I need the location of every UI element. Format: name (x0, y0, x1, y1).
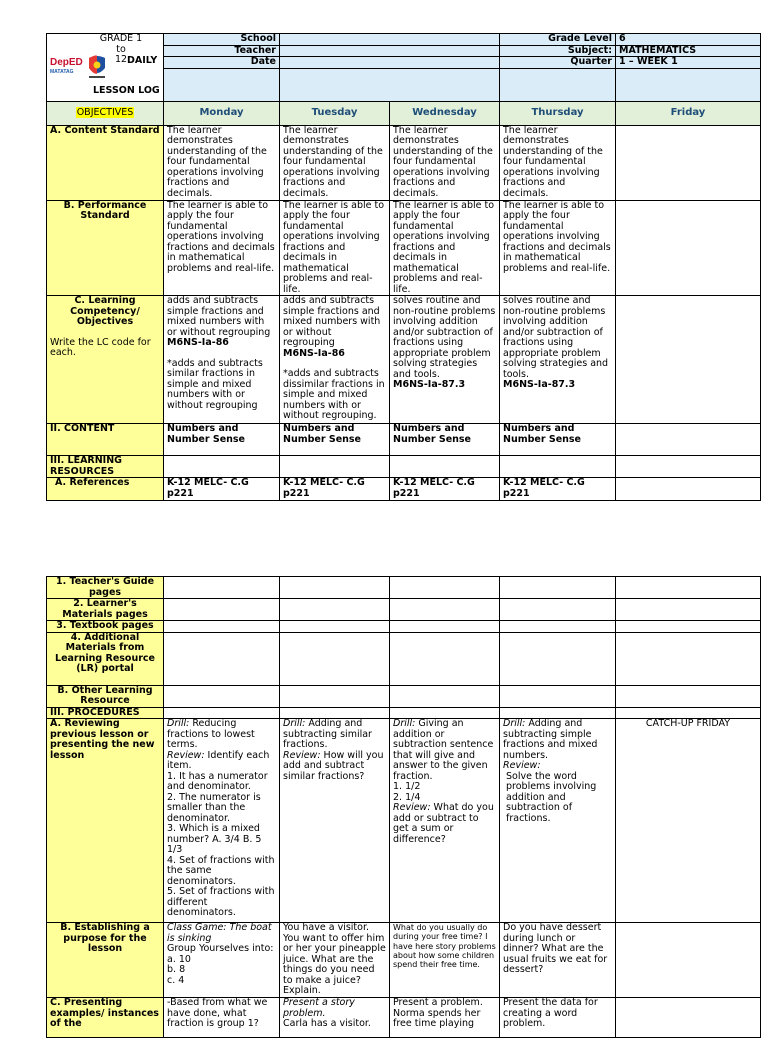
review-wed-item: 2. 1/4 (393, 791, 421, 803)
blank-header-cell (616, 68, 761, 101)
review-wed-review (393, 803, 496, 845)
performance-standard-wed: The learner is able to apply the four fundamental operations involving fractions and decimals in mathematical problems and real-life. (390, 200, 500, 296)
content-standard-tue: The learner demonstrates understanding of the four fundamental operations involving fractions and decimals. (280, 125, 390, 200)
day-wednesday: Wednesday (390, 101, 500, 125)
presenting-tue-b: Carla has a visitor. (283, 1018, 371, 1029)
presenting-thu: Present the data for creating a word problem. (500, 998, 616, 1038)
review-text: Identify each item. (167, 749, 270, 771)
purpose-mon-item: c. 4 (167, 974, 185, 986)
purpose-mon (164, 923, 280, 998)
other-tue (280, 685, 390, 707)
resources-mon (164, 456, 280, 478)
lc-label-line3: Objectives (76, 316, 134, 327)
add-tue (280, 632, 390, 685)
subject-value: MATHEMATICS (616, 45, 761, 57)
tb-tue (280, 621, 390, 633)
lm-wed (390, 599, 500, 621)
review-mon-item: 4. Set of fractions with the same denominators. (167, 854, 275, 887)
grade-level-label: Grade Level (500, 34, 616, 46)
purpose-tue: You have a visitor. You want to offer him or her your pineapple juice. What are the things do you need to make a juice? Explain. (280, 923, 390, 998)
lc-thu-text: solves routine and non-routine problems involving addition and/or subtraction of fractions using appropriate problem solving strategies and tools. (503, 295, 609, 380)
review-mon-item: 3. Which is a mixed number? A. 3/4 B. 5 1/3 (167, 823, 262, 855)
performance-standard-fri (616, 200, 761, 296)
resources-thu (500, 456, 616, 478)
review-thu-review-text: Solve the word problems involving addition and subtraction of fractions. (506, 770, 597, 824)
tb-mon (164, 621, 280, 633)
drill-text: Adding and subtracting simple fractions and mixed numbers. (503, 718, 598, 761)
review-label: Review: (283, 749, 321, 761)
other-thu (500, 685, 616, 707)
lc-label-line1: C. Learning (74, 295, 136, 306)
date-label: Date (164, 57, 280, 69)
review-text: How will you add and subtract similar fractions? (283, 749, 384, 782)
review-mon (164, 719, 280, 923)
add-thu (500, 632, 616, 685)
grade-line2: 12 (114, 54, 128, 65)
lc-tue-text: adds and subtracts simple fractions and mixed numbers with or without regrouping (283, 295, 381, 348)
lc-fri (616, 296, 761, 424)
content-label: II. CONTENT (47, 424, 164, 456)
review-thu (500, 719, 616, 923)
objectives-label: OBJECTIVES (76, 106, 134, 118)
review-text: What do you add or subtract to get a sum or difference? (393, 802, 494, 845)
drill-label: Drill: (503, 718, 526, 729)
header-logo-cell (47, 34, 164, 102)
presenting-tue-a: Present a story problem. (283, 997, 355, 1019)
lm-mon (164, 599, 280, 621)
review-tue-review (283, 751, 386, 783)
lc-mon-sub: *adds and subtracts similar fractions in simple and mixed numbers with or without regrouping (167, 357, 263, 411)
tg-fri (616, 577, 761, 599)
procedures-label: III. PROCEDURES (47, 707, 164, 719)
drill-label: Drill: (167, 718, 190, 729)
purpose-mon-text: Group Yourselves into: (167, 943, 274, 954)
references-tue: K-12 MELC- C.G p221 (280, 478, 390, 501)
learning-competency-label (47, 296, 164, 424)
subject-label: Subject: (500, 45, 616, 57)
review-mon-review (167, 751, 276, 772)
review-label: Review: (503, 760, 541, 771)
learners-materials-label: 2. Learner's Materials pages (47, 599, 164, 621)
performance-standard-label (47, 200, 164, 296)
lc-note: Write the LC code for each. (50, 336, 151, 358)
lesson-log-table-bottom (46, 576, 761, 1038)
content-wed: Numbers and Number Sense (390, 424, 500, 456)
lc-label (50, 296, 160, 328)
blank-header-cell (500, 68, 616, 101)
quarter-value: 1 – WEEK 1 (616, 57, 761, 69)
teacher-value[interactable] (280, 45, 500, 57)
content-standard-mon: The learner demonstrates understanding of the four fundamental operations involving fractions and decimals. (164, 125, 280, 200)
presenting-label: C. Presenting examples/ instances of the (47, 998, 164, 1038)
proc-tue (280, 707, 390, 719)
proc-wed (390, 707, 500, 719)
drill-text: Adding and subtracting similar fractions. (283, 718, 372, 750)
reviewing-label: A. Reviewing previous lesson or presenting the new lesson (47, 719, 164, 923)
additional-materials-label: 4. Additional Materials from Learning Resource (LR) portal (47, 632, 164, 685)
tb-fri (616, 621, 761, 633)
lc-label-line2: Competency/ (70, 305, 140, 317)
other-wed (390, 685, 500, 707)
textbook-pages-label: 3. Textbook pages (47, 621, 164, 633)
resources-fri (616, 456, 761, 478)
objectives-header (47, 101, 164, 125)
seal-logo (85, 54, 109, 80)
performance-standard-thu: The learner is able to apply the four fundamental operations involving fractions and decimals in mathematical problems and real-life. (500, 200, 616, 296)
teachers-guide-label: 1. Teacher's Guide pages (47, 577, 164, 599)
tg-mon (164, 577, 280, 599)
content-thu: Numbers and Number Sense (500, 424, 616, 456)
tb-wed (390, 621, 500, 633)
presenting-fri (616, 998, 761, 1038)
grade-level-value: 6 (616, 34, 761, 46)
purpose-mon-game: Class Game: The boat is sinking (167, 922, 272, 944)
drill-label: Drill: (393, 718, 416, 729)
content-tue: Numbers and Number Sense (280, 424, 390, 456)
lm-tue (280, 599, 390, 621)
presenting-tue (280, 998, 390, 1038)
day-monday: Monday (164, 101, 280, 125)
school-value[interactable] (280, 34, 500, 46)
references-wed: K-12 MELC- C.G p221 (390, 478, 500, 501)
proc-mon (164, 707, 280, 719)
purpose-label: B. Establishing a purpose for the lesson (47, 923, 164, 998)
tg-tue (280, 577, 390, 599)
lc-thu (500, 296, 616, 424)
lm-thu (500, 599, 616, 621)
svg-text:MATATAG: MATATAG (50, 69, 74, 75)
drill-text: Giving an addition or subtraction sentence that will give and answer to the given fraction. (393, 718, 494, 782)
day-thursday: Thursday (500, 101, 616, 125)
matatag-logo (50, 67, 80, 75)
references-mon: K-12 MELC- C.G p221 (164, 478, 280, 501)
references-fri (616, 478, 761, 501)
performance-label-line1: B. Performance (63, 200, 147, 211)
lc-wed (390, 296, 500, 424)
proc-thu (500, 707, 616, 719)
day-tuesday: Tuesday (280, 101, 390, 125)
lc-mon (164, 296, 280, 424)
lc-mon-code: M6NS-Ia-86 (167, 337, 229, 348)
performance-standard-tue: The learner is able to apply the four fundamental operations involving fractions and decimals in mathematical problems and real-life. (280, 200, 390, 296)
references-label: A. References (47, 478, 164, 501)
proc-fri (616, 707, 761, 719)
svg-text:DepED: DepED (50, 57, 83, 67)
review-mon-item: 1. It has a numerator and denominator. (167, 770, 268, 792)
lc-tue (280, 296, 390, 424)
review-label: Review: (167, 749, 205, 761)
teacher-label: Teacher (164, 45, 280, 57)
review-mon-item: 5. Set of fractions with different denominators. (167, 886, 275, 918)
review-wed (390, 719, 500, 923)
references-thu: K-12 MELC- C.G p221 (500, 478, 616, 501)
resources-tue (280, 456, 390, 478)
tg-wed (390, 577, 500, 599)
drill-text: Reducing fractions to lowest terms. (167, 718, 255, 750)
lc-wed-text: solves routine and non-routine problems involving addition and/or subtraction of fractions using appropriate problem solving strategies and tools. (393, 295, 496, 380)
add-fri (616, 632, 761, 685)
content-standard-label: A. Content Standard (47, 125, 164, 200)
add-wed (390, 632, 500, 685)
lc-wed-code: M6NS-Ia-87.3 (393, 379, 466, 390)
performance-label-line2: Standard (80, 210, 130, 221)
learning-resources-label: III. LEARNING RESOURCES (47, 456, 164, 478)
quarter-label: Quarter (500, 57, 616, 69)
lc-tue-code: M6NS-Ia-86 (283, 347, 345, 359)
review-wed-drill (393, 719, 496, 782)
presenting-mon: -Based from what we have done, what fraction is group 1? (164, 998, 280, 1038)
review-thu-review (503, 761, 612, 772)
resources-wed (390, 456, 500, 478)
lesson-log-label: LESSON LOG (93, 85, 160, 96)
deped-logo (50, 55, 88, 67)
purpose-mon-item: b. 8 (167, 964, 186, 975)
review-mon-item: 2. The numerator is smaller than the denominator. (167, 791, 261, 824)
daily-label: DAILY (127, 55, 158, 66)
review-thu-drill (503, 719, 612, 761)
review-label: Review: (393, 802, 431, 813)
purpose-mon-item: a. 10 (167, 953, 191, 965)
content-fri (616, 424, 761, 456)
lesson-log-table-top (46, 33, 761, 501)
drill-label: Drill: (283, 718, 306, 729)
purpose-fri (616, 923, 761, 998)
other-mon (164, 685, 280, 707)
blank-header-cell (280, 68, 500, 101)
content-mon: Numbers and Number Sense (164, 424, 280, 456)
review-tue-drill (283, 719, 386, 751)
school-label: School (164, 34, 280, 46)
performance-standard-mon: The learner is able to apply the four fundamental operations involving fractions and decimals in mathematical problems and real-life. (164, 200, 280, 296)
other-fri (616, 685, 761, 707)
purpose-thu: Do you have dessert during lunch or dinner? What are the usual fruits we eat for dessert? (500, 923, 616, 998)
lc-mon-text: adds and subtracts simple fractions and mixed numbers with or without regrouping (167, 295, 271, 338)
review-fri: CATCH-UP FRIDAY (616, 719, 761, 923)
grade-line1: GRADE 1 to (99, 33, 143, 55)
content-standard-wed: The learner demonstrates understanding of the four fundamental operations involving fractions and decimals. (390, 125, 500, 200)
add-mon (164, 632, 280, 685)
day-friday: Friday (616, 101, 761, 125)
content-standard-fri (616, 125, 761, 200)
content-standard-thu: The learner demonstrates understanding of the four fundamental operations involving fractions and decimals. (500, 125, 616, 200)
lc-thu-code: M6NS-Ia-87.3 (503, 379, 576, 390)
review-wed-item: 1. 1/2 (393, 781, 421, 792)
tg-thu (500, 577, 616, 599)
tb-thu (500, 621, 616, 633)
purpose-wed: What do you usually do during your free time? I have here story problems about how some children spend their free time. (390, 923, 500, 998)
blank-header-cell (164, 68, 280, 101)
presenting-wed: Present a problem. Norma spends her free time playing (390, 998, 500, 1038)
lm-fri (616, 599, 761, 621)
review-tue (280, 719, 390, 923)
lc-tue-sub: *adds and subtracts dissimilar fractions in simple and mixed numbers with or without regrouping. (283, 368, 385, 421)
other-resource-label: B. Other Learning Resource (47, 685, 164, 707)
date-value[interactable] (280, 57, 500, 69)
review-mon-drill (167, 719, 276, 751)
